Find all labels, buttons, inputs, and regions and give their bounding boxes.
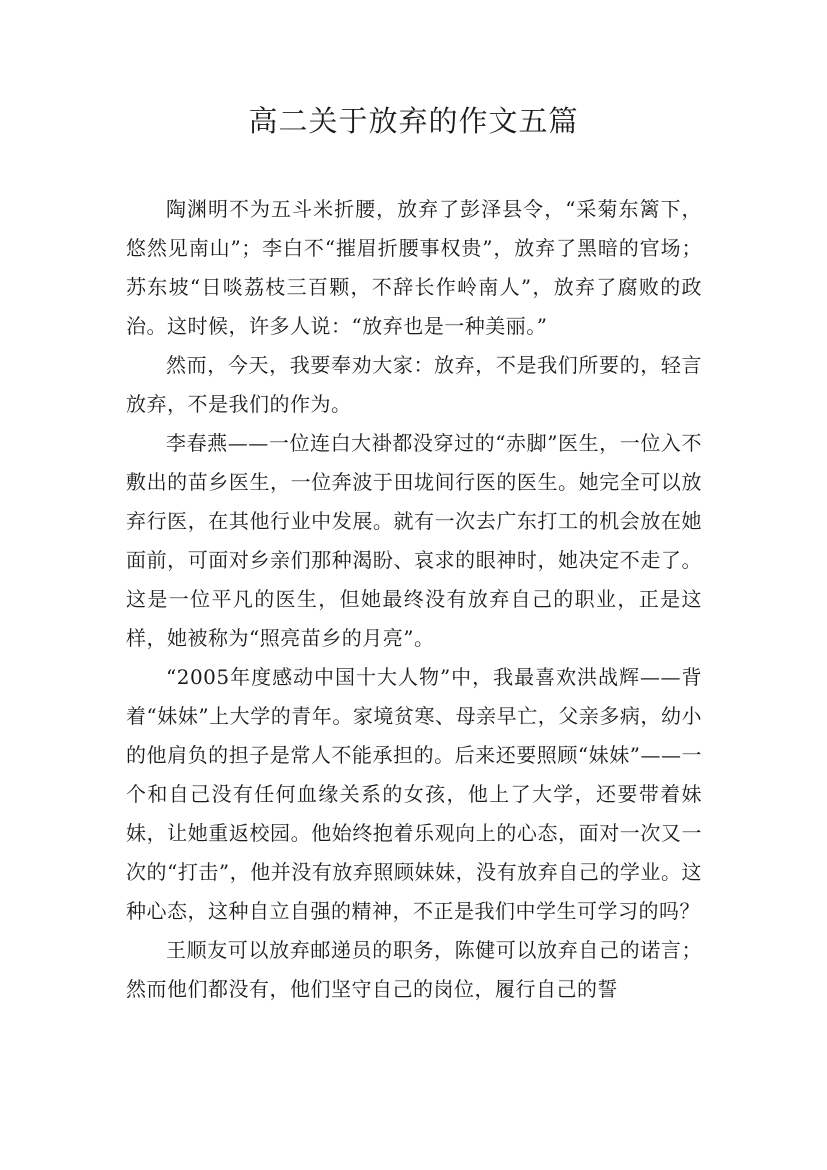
paragraph-4: “2005年度感动中国十大人物”中，我最喜欢洪战辉——背着“妹妹”上大学的青年。家境贫寒、母亲早亡，父亲多病，幼小的他肩负的担子是常人不能承担的。后来还要照顾“妹妹”——一个和自己没有任何血缘关系的女孩，他上了大学，还要带着妹妹，让她重返校园。他始终抱着乐观向上的心态，面对一次又一次的“打击”，他并没有放弃照顾妹妹，没有放弃自己的学业。这种心态，这种自立自强的精神，不正是我们中学生可学习的吗？ bbox=[126, 665, 702, 923]
document-body bbox=[126, 190, 702, 1009]
paragraph-2: 然而，今天，我要奉劝大家：放弃，不是我们所要的，轻言放弃，不是我们的作为。 bbox=[126, 353, 702, 416]
paragraph-3: 李春燕——一位连白大褂都没穿过的“赤脚”医生，一位入不敷出的苗乡医生，一位奔波于田垅间行医的医生。她完全可以放弃行医，在其他行业中发展。就有一次去广东打工的机会放在她面前，可面对乡亲们那种渴盼、哀求的眼神时，她决定不走了。这是一位平凡的医生，但她最终没有放弃自己的职业，正是这样，她被称为“照亮苗乡的月亮”。 bbox=[126, 431, 702, 650]
document-title: 高二关于放弃的作文五篇 bbox=[248, 104, 579, 138]
paragraph-5: 王顺友可以放弃邮递员的职务，陈健可以放弃自己的诺言；然而他们都没有，他们坚守自己的岗位，履行自己的誓 bbox=[126, 938, 702, 1001]
paragraph-1: 陶渊明不为五斗米折腰，放弃了彭泽县令，“采菊东篱下，悠然见南山”；李白不“摧眉折腰事权贵”，放弃了黑暗的官场；苏东坡“日啖荔枝三百颗，不辞长作岭南人”，放弃了腐败的政治。这时候，许多人说：“放弃也是一种美丽。” bbox=[126, 197, 702, 338]
